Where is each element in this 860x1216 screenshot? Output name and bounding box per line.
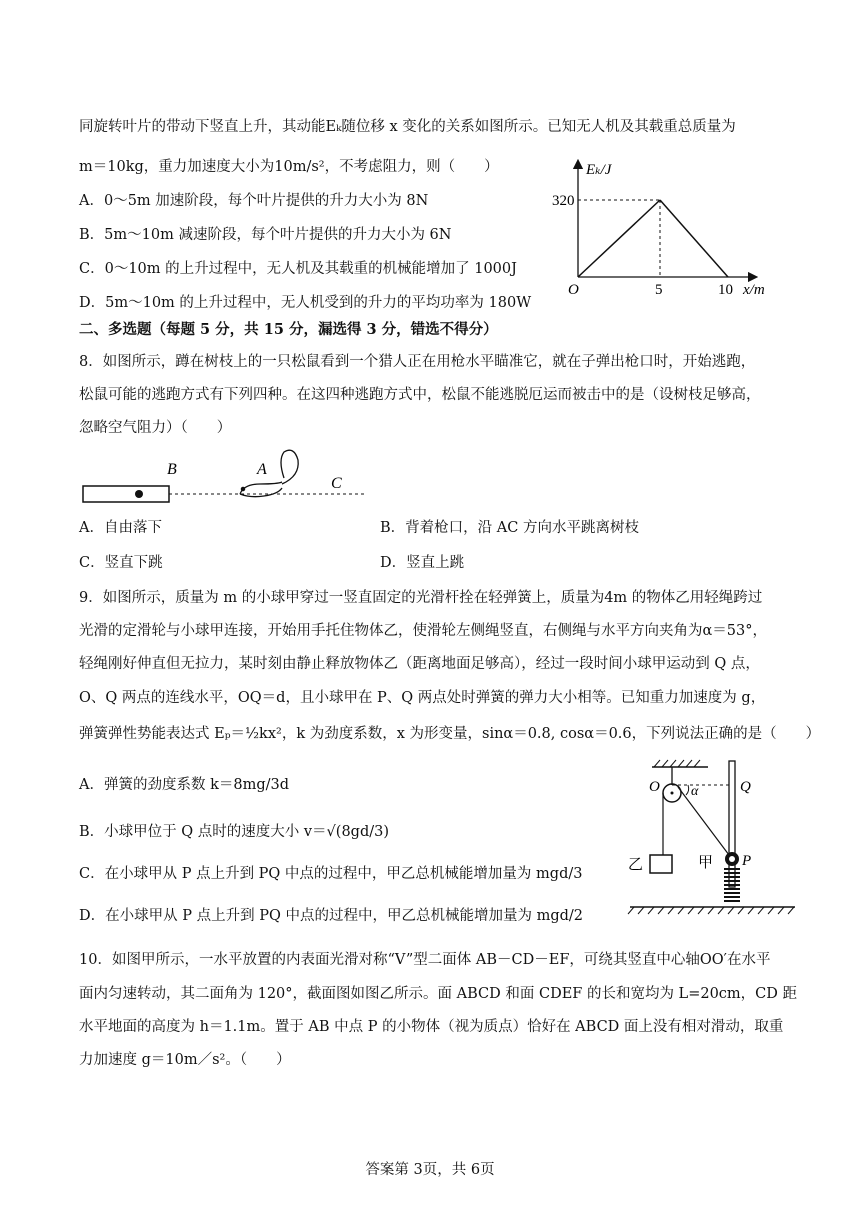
q9-option-a: A．弹簧的劲度系数 k＝8mg/3d bbox=[79, 777, 290, 793]
q9-option-d: D．在小球甲从 P 点上升到 PQ 中点的过程中，甲乙总机械能增加量为 mgd/2 bbox=[79, 908, 583, 924]
q9-line2: 光滑的定滑轮与小球甲连接，开始用手托住物体乙，使滑轮左侧绳竖直，右侧绳与水平方向夹角为α＝53°， bbox=[79, 623, 767, 639]
q8-line1: 8．如图所示，蹲在树枝上的一只松鼠看到一个猎人正在用枪水平瞄准它，就在子弹出枪口时，开始逃跑， bbox=[79, 354, 756, 370]
ek-line-rise bbox=[578, 200, 660, 277]
label-p: P bbox=[742, 853, 752, 869]
q9-line5: 弹簧弹性势能表达式 Eₚ＝½kx²，k 为劲度系数，x 为形变量，sinα＝0.8, cosα＝0.6，下列说法正确的是（ ） bbox=[79, 726, 821, 742]
label-b: B bbox=[167, 461, 177, 478]
squirrel-icon bbox=[240, 450, 298, 496]
y-axis-label: Eₖ/J bbox=[586, 162, 612, 178]
ek-line-fall bbox=[660, 200, 728, 277]
q8-option-a: A．自由落下 bbox=[79, 520, 162, 536]
q8-option-c: C．竖直下跳 bbox=[79, 555, 163, 571]
q8-option-d: D．竖直上跳 bbox=[380, 555, 465, 571]
q9-option-b: B．小球甲位于 Q 点时的速度大小 v＝√(8gd/3) bbox=[79, 824, 390, 840]
spring bbox=[724, 869, 740, 901]
q9-line4: O、Q 两点的连线水平，OQ＝d，且小球甲在 P、Q 两点处时弹簧的弹力大小相等。已知重力加速度为 g， bbox=[79, 690, 766, 706]
q7-line1: 同旋转叶片的带动下竖直上升，其动能Eₖ随位移 x 变化的关系如图所示。已知无人机及其载重总质量为 bbox=[79, 119, 736, 135]
q10-line4: 力加速度 g＝10m／s²。（ ） bbox=[79, 1052, 291, 1068]
squirrel-figure bbox=[75, 440, 375, 510]
x-tick-5: 5 bbox=[655, 282, 663, 298]
block-yi bbox=[650, 855, 672, 873]
x-axis-label: x/m bbox=[743, 282, 765, 298]
section-2-heading: 二、多选题（每题 5 分，共 15 分，漏选得 3 分，错选不得分） bbox=[79, 321, 498, 338]
q7-line2: m＝10kg，重力加速度大小为10m/s²，不考虑阻力，则（ ） bbox=[79, 159, 499, 175]
label-c: C bbox=[331, 475, 342, 492]
label-yi: 乙 bbox=[628, 857, 644, 873]
q8-option-b: B．背着枪口，沿 AC 方向水平跳离树枝 bbox=[380, 520, 639, 536]
label-o: O bbox=[649, 779, 660, 795]
label-q: Q bbox=[740, 779, 751, 795]
gun-barrel bbox=[83, 486, 169, 502]
q8-line3: 忽略空气阻力）（ ） bbox=[79, 420, 232, 436]
y-tick-320: 320 bbox=[552, 193, 575, 209]
q7-option-c: C．0～10m 的上升过程中，无人机及其载重的机械能增加了 1000J bbox=[79, 261, 517, 277]
q10-line3: 水平地面的高度为 h＝1.1m。置于 AB 中点 P 的小物体（视为质点）恰好在 ABCD 面上没有相对滑动，取重 bbox=[79, 1019, 784, 1035]
q9-line3: 轻绳刚好伸直但无拉力，某时刻由静止释放物体乙（距离地面足够高），经过一段时间小球甲运动到 Q 点， bbox=[79, 656, 760, 672]
origin-label: O bbox=[568, 282, 579, 298]
bullet bbox=[135, 490, 143, 498]
x-tick-10: 10 bbox=[718, 282, 733, 298]
q7-option-d: D．5m～10m 的上升过程中，无人机受到的升力的平均功率为 180W bbox=[79, 295, 532, 311]
label-alpha: α bbox=[691, 784, 699, 799]
label-a: A bbox=[257, 461, 267, 478]
q8-line2: 松鼠可能的逃跑方式有下列四种。在这四种逃跑方式中，松鼠不能逃脱厄运而被击中的是（设树枝足够高， bbox=[79, 387, 761, 403]
q7-option-a: A．0～5m 加速阶段，每个叶片提供的升力大小为 8N bbox=[79, 193, 429, 209]
page-footer: 答案第 3页，共 6页 bbox=[365, 1162, 495, 1178]
q9-line1: 9．如图所示，质量为 m 的小球甲穿过一竖直固定的光滑杆拴在轻弹簧上，质量为4m 的物体乙用轻绳跨过 bbox=[79, 590, 763, 606]
ek-x-graph bbox=[548, 152, 788, 302]
q7-option-b: B．5m～10m 减速阶段，每个叶片提供的升力大小为 6N bbox=[79, 227, 452, 243]
rope-right bbox=[678, 787, 732, 859]
q9-option-c: C．在小球甲从 P 点上升到 PQ 中点的过程中，甲乙总机械能增加量为 mgd/3 bbox=[79, 866, 583, 882]
label-jia: 甲 bbox=[698, 855, 714, 871]
pulley-figure bbox=[620, 757, 805, 927]
q10-line2: 面内匀速转动，其二面角为 120°，截面图如图乙所示。面 ABCD 和面 CDEF 的长和宽均为 L=20cm，CD 距 bbox=[79, 986, 797, 1002]
q10-line1: 10．如图甲所示，一水平放置的内表面光滑对称“V”型二面体 AB－CD－EF，可绕其竖直中心轴OO′在水平 bbox=[79, 952, 771, 968]
